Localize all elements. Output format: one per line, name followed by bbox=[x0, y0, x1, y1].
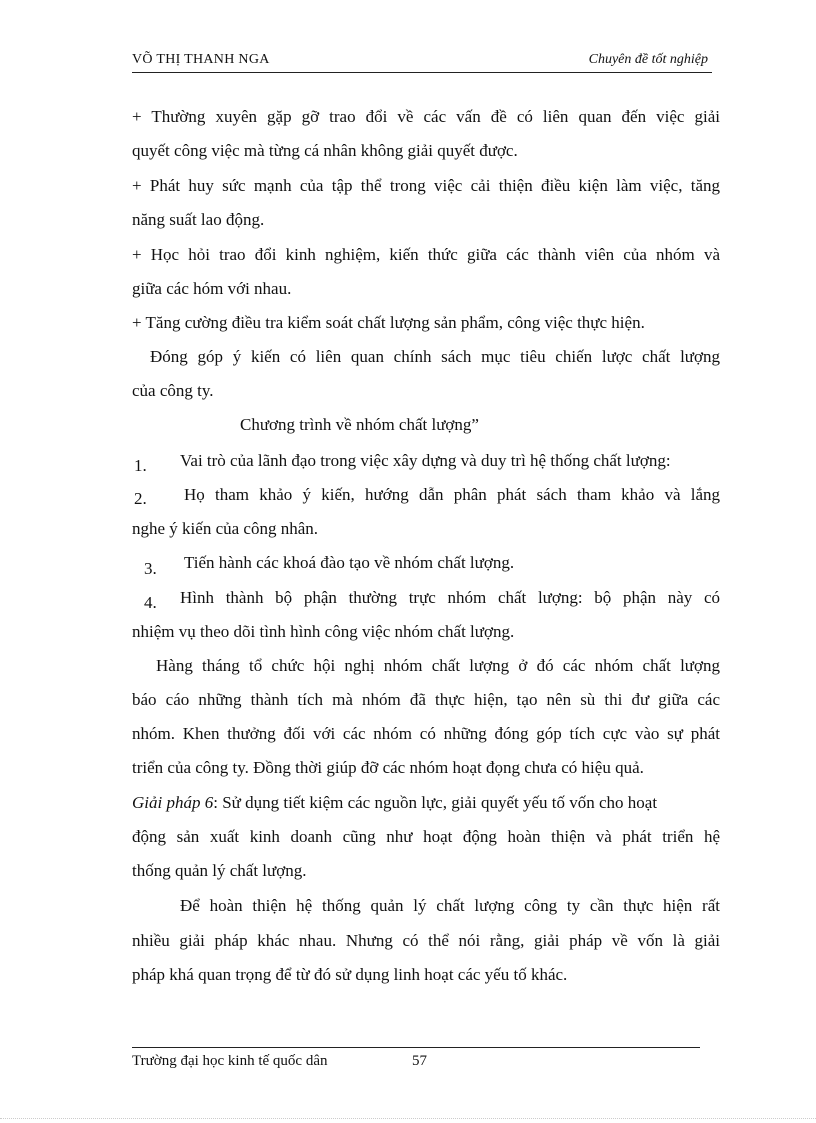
footer-rule bbox=[132, 1047, 700, 1048]
text-line: Để hoàn thiện hệ thống quản lý chất lượng công ty cần thực hiện rất bbox=[180, 896, 720, 915]
list-number: 2. bbox=[134, 489, 147, 508]
text-line: nghe ý kiến của công nhân. bbox=[132, 519, 318, 538]
text-line: Đóng góp ý kiến có liên quan chính sách mục tiêu chiến lược chất lượng bbox=[150, 347, 720, 366]
text-line: pháp khá quan trọng để từ đó sử dụng linh hoạt các yếu tố khác. bbox=[132, 965, 568, 984]
list-number: 1. bbox=[134, 456, 147, 475]
text-line: nhiều giải pháp khác nhau. Nhưng có thể nói rằng, giải pháp về vốn là giải bbox=[132, 931, 720, 950]
text-line: giữa các hóm với nhau. bbox=[132, 279, 292, 298]
text-line: nhiệm vụ theo dõi tình hình công việc nhóm chất lượng. bbox=[132, 622, 515, 641]
text-line bbox=[132, 792, 720, 814]
text-line: thống quản lý chất lượng. bbox=[132, 861, 307, 880]
list-item: Hình thành bộ phận thường trực nhóm chất lượng: bộ phận này có bbox=[180, 588, 720, 607]
text-line: + Thường xuyên gặp gỡ trao đổi về các vấn đề có liên quan đến việc giải bbox=[132, 107, 720, 126]
text-line: triển của công ty. Đồng thời giúp đỡ các nhóm hoạt đọng chưa có hiệu quả. bbox=[132, 758, 644, 777]
list-number: 4. bbox=[144, 593, 157, 612]
solution-label: Giải pháp 6 bbox=[132, 793, 214, 812]
text-line: + Học hỏi trao đổi kinh nghiệm, kiến thức giữa các thành viên của nhóm và bbox=[132, 245, 720, 264]
text-line: động sản xuất kinh doanh cũng như hoạt động hoàn thiện và phát triển hệ bbox=[132, 827, 720, 846]
list-item: Vai trò của lãnh đạo trong việc xây dựng và duy trì hệ thống chất lượng: bbox=[180, 451, 671, 470]
page-number: 57 bbox=[412, 1053, 427, 1069]
list-item: Họ tham khảo ý kiến, hướng dẫn phân phát sách tham khảo và lắng bbox=[184, 485, 720, 504]
text-line: Hàng tháng tổ chức hội nghị nhóm chất lượng ở đó các nhóm chất lượng bbox=[156, 656, 720, 675]
footer-school: Trường đại học kinh tế quốc dân bbox=[132, 1053, 328, 1069]
text-line: của công ty. bbox=[132, 381, 214, 400]
list-number: 3. bbox=[144, 559, 157, 578]
section-heading: Chương trình về nhóm chất lượng” bbox=[240, 415, 479, 434]
text-line: + Tăng cường điều tra kiểm soát chất lượng sản phẩm, công việc thực hiện. bbox=[132, 313, 645, 332]
text-line: báo cáo những thành tích mà nhóm đã thực hiện, tạo nên sù thi đư giữa các bbox=[132, 690, 720, 709]
text-line: + Phát huy sức mạnh của tập thể trong việc cải thiện điều kiện làm việc, tăng bbox=[132, 176, 720, 195]
page-header bbox=[132, 52, 712, 73]
text-line: năng suất lao động. bbox=[132, 210, 265, 229]
header-title: Chuyên đề tốt nghiệp bbox=[588, 52, 708, 67]
page-edge bbox=[0, 1118, 816, 1119]
list-item: Tiến hành các khoá đào tạo về nhóm chất lượng. bbox=[184, 553, 515, 572]
text-line: quyết công việc mà từng cá nhân không giải quyết được. bbox=[132, 141, 518, 160]
text-line: nhóm. Khen thưởng đối với các nhóm có những đóng góp tích cực vào sự phát bbox=[132, 724, 720, 743]
header-author: VÕ THỊ THANH NGA bbox=[132, 52, 270, 67]
solution-text: : Sử dụng tiết kiệm các nguồn lực, giải quyết yếu tố vốn cho hoạt bbox=[213, 793, 658, 812]
